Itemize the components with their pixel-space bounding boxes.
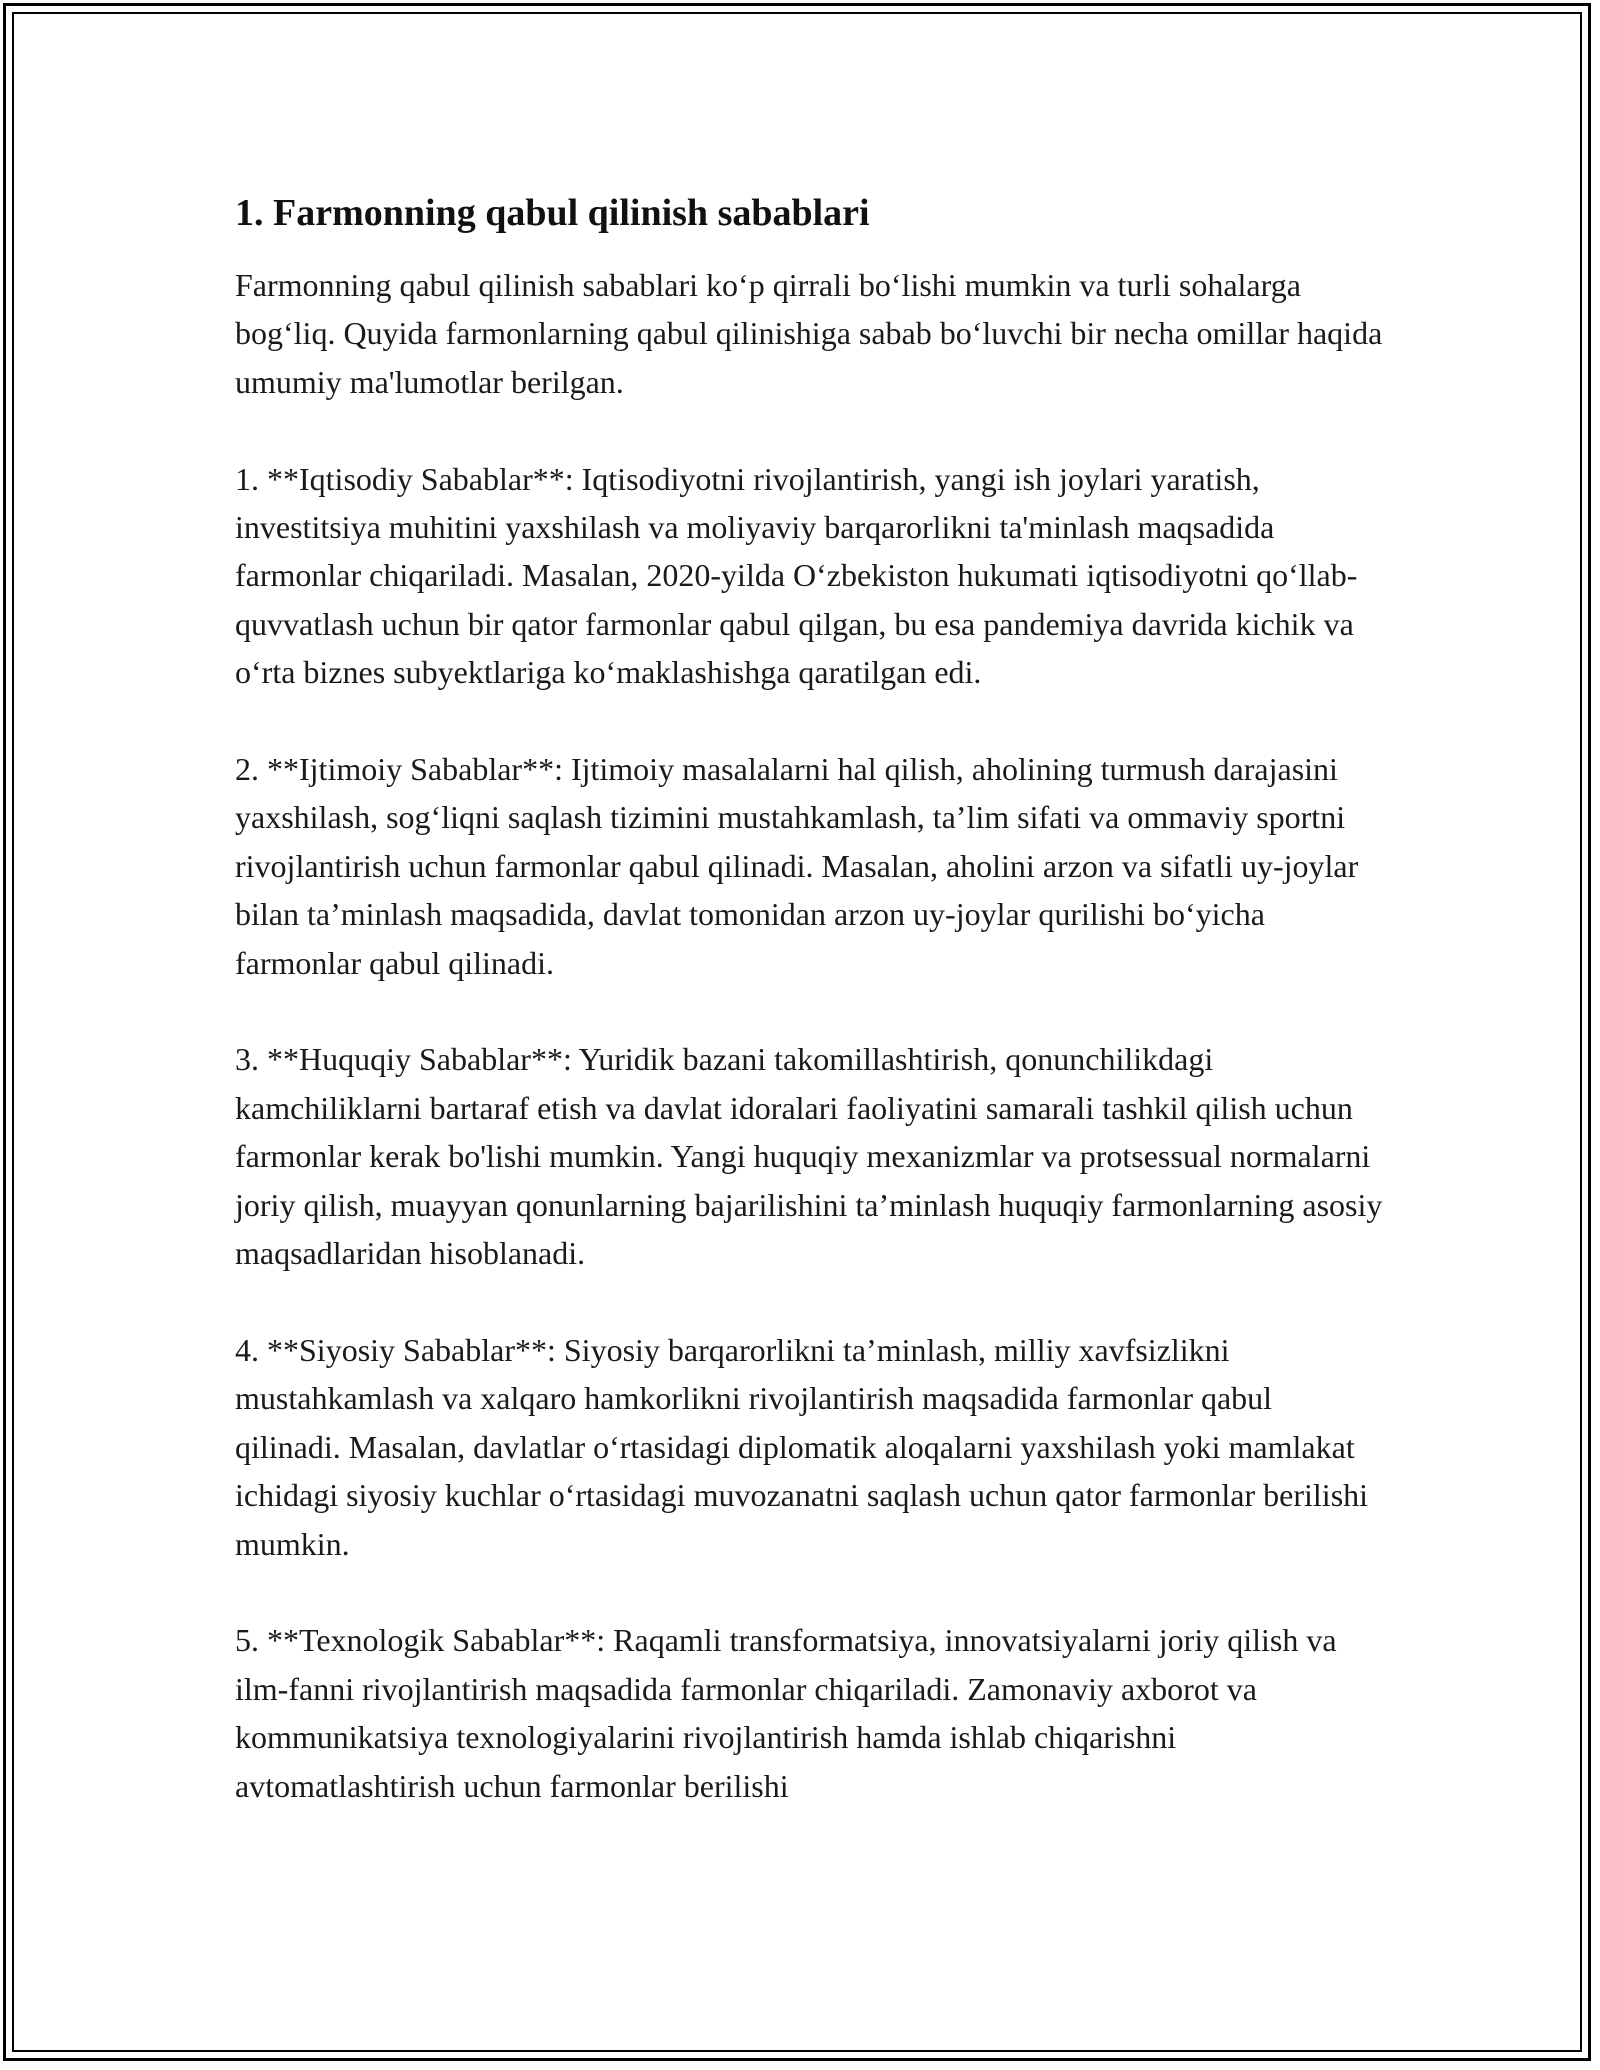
paragraph-political-reasons: 4. **Siyosiy Sabablar**: Siyosiy barqarorlikni ta’minlash, milliy xavfsizlikni mustahkamlash va xalqaro hamkorlikni rivojlantirish maqsadida farmonlar qabul qilinadi. Masalan, davlatlar o‘rtasidagi diplomatik aloqalarni yaxshilash yoki mamlakat ichidagi siyosiy kuchlar o‘rtasidagi muvozanatni saqlash uchun qator farmonlar berilishi mumkin. (235, 1331, 1369, 1562)
paragraph-technological-reasons: 5. **Texnologik Sabablar**: Raqamli transformatsiya, innovatsiyalarni joriy qilish va ilm-fanni rivojlantirish maqsadida farmonlar chiqariladi. Zamonaviy axborot va kommunikatsiya texnologiyalarini rivojlantirish hamda ishlab chiqarishni avtomatlashtirish uchun farmonlar berilishi (235, 1622, 1337, 1804)
section-heading: 1. Farmonning qabul qilinish sabablari (235, 192, 870, 234)
document-body (235, 185, 1385, 1858)
intro-paragraph: Farmonning qabul qilinish sabablari ko‘p qirrali bo‘lishi mumkin va turli sohalarga bog‘liq. Quyida farmonlarning qabul qilinishiga sabab bo‘luvchi bir necha omillar haqida umumiy ma'lumotlar berilgan. (235, 267, 1383, 400)
paragraph-social-reasons: 2. **Ijtimoiy Sabablar**: Ijtimoiy masalalarni hal qilish, aholining turmush darajasini yaxshilash, sog‘liqni saqlash tizimini mustahkamlash, ta’lim sifati va ommaviy sportni rivojlantirish uchun farmonlar qabul qilinadi. Masalan, aholini arzon va sifatli uy-joylar bilan ta’minlash maqsadida, davlat tomonidan arzon uy-joylar qurilishi bo‘yicha farmonlar qabul qilinadi. (235, 751, 1359, 981)
paragraph-legal-reasons: 3. **Huquqiy Sabablar**: Yuridik bazani takomillashtirish, qonunchilikdagi kamchiliklarni bartaraf etish va davlat idoralari faoliyatini samarali tashkil qilish uchun farmonlar kerak bo'lishi mumkin. Yangi huquqiy mexanizmlar va protsessual normalarni joriy qilish, muayyan qonunlarning bajarilishini ta’minlash huquqiy farmonlarning asosiy maqsadlaridan hisoblanadi. (235, 1041, 1383, 1272)
paragraph-economic-reasons: 1. **Iqtisodiy Sabablar**: Iqtisodiyotni rivojlantirish, yangi ish joylari yaratish, investitsiya muhitini yaxshilash va moliyaviy barqarorlikni ta'minlash maqsadida farmonlar chiqariladi. Masalan, 2020-yilda O‘zbekiston hukumati iqtisodiyotni qo‘llab-quvvatlash uchun bir qator farmonlar qabul qilgan, bu esa pandemiya davrida kichik va o‘rta biznes subyektlariga ko‘maklashishga qaratilgan edi. (235, 460, 1358, 691)
